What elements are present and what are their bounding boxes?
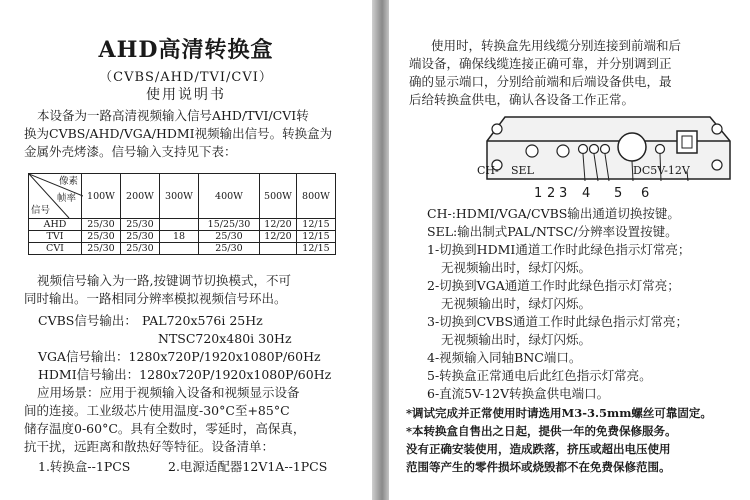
manual-heading: 使用说明书 (146, 87, 226, 103)
callout-number-6: 6 (641, 186, 650, 201)
item-2-description: 2-切换到VGA通道工作时此绿色指示灯常亮； (427, 278, 680, 293)
header-cell: 800W (297, 174, 336, 219)
item-4-description: 4-视频输入同轴BNC端口。 (427, 350, 582, 365)
bnc-port-icon (618, 133, 646, 161)
callout-number-5: 5 (614, 186, 623, 201)
hdmi-led-icon (579, 145, 588, 154)
header-cell: 100W (82, 174, 121, 219)
header-cell: 300W (160, 174, 199, 219)
item-2-detail: 无视频输出时，绿灯闪烁。 (441, 296, 592, 311)
document-subtitle: （CVBS/AHD/TVI/CVI） (99, 70, 273, 85)
table-row: AHD 25/30 25/30 15/25/30 12/20 12/15 (29, 219, 336, 231)
sel-button-icon (557, 145, 569, 157)
note-screw-fixing: *调试完成并正常使用时请选用M3-3.5mm螺丝可靠固定。 (406, 406, 712, 420)
table-corner-cell: 像素 帧率 信号 (29, 174, 82, 219)
page-gutter (372, 0, 389, 500)
item-1-detail: 无视频输出时，绿灯闪烁。 (441, 260, 592, 275)
ch-description: CH-:HDMI/VGA/CVBS输出通道切换按键。 (427, 206, 680, 221)
usage-paragraph: 使用时，转换盒先用线缆分别连接到前端和后 端设备，确保线缆连接正确可靠，并分别调到正 确的显示端口，分别给前端和后端设备供电，最 后给转换盒供电，确认各设备工作正常。 (409, 38, 682, 107)
note-warranty: *本转换盒自售出之日起，提供一年的免费保修服务。 (406, 424, 677, 438)
vga-led-icon (590, 145, 599, 154)
sel-description: SEL:输出制式PAL/NTSC/分辨率设置按键。 (427, 224, 678, 239)
panel-dc-label: DC5V-12V (633, 164, 690, 177)
signal-support-table (28, 173, 336, 255)
table-row: CVI 25/30 25/30 25/30 12/15 (29, 243, 336, 255)
input-description: 视频信号输入为一路,按键调节切换模式，不可 同时输出。一路相同分辨率模拟视频信号环出。 (24, 273, 291, 306)
intro-paragraph: 本设备为一路高清视频输入信号AHD/TVI/CVI转 换为CVBS/AHD/VGA/HDMI视频输出信号。转换盒为 金属外壳烤漆。信号输入支持见下表： (24, 108, 333, 159)
item-5-description: 5-转换盒正常通电后此红色指示灯常亮。 (427, 368, 652, 383)
application-paragraph: 应用场景：应用于视频输入设备和视频显示设备 间的连接。工业级芯片使用温度-30°C至+85°C 储存温度0-60°C。具有全数时，零延时，高保真， 抗干扰，远距离和散热好等特征。设备清单： (24, 385, 306, 454)
header-cell: 400W (199, 174, 260, 219)
ch-button-icon (526, 145, 538, 157)
item-1-description: 1-切换到HDMI通道工作时此绿色指示灯常亮； (427, 242, 691, 257)
panel-ch-label: CH- (477, 164, 499, 177)
left-page (0, 0, 372, 500)
cvbs-output-label: CVBS信号输出： (38, 313, 137, 328)
vga-output-line: VGA信号输出：1280x720P/1920x1080P/60Hz (38, 349, 321, 364)
cvbs-pal-value: PAL720x576i 25Hz (142, 313, 263, 328)
list-item-adapter: 2.电源适配器12V1A--1PCS (168, 459, 328, 474)
table-row: TVI 25/30 25/30 18 25/30 12/20 12/15 (29, 231, 336, 243)
item-3-detail: 无视频输出时，绿灯闪烁。 (441, 332, 592, 347)
panel-sel-label: SEL (511, 164, 534, 177)
document-title: AHD高清转换盒 (98, 37, 274, 63)
note-exclusion-2: 范围等产生的零件损坏或烧毁都不在免费保修范围。 (406, 460, 671, 474)
callout-number-3: 3 (559, 186, 568, 201)
note-exclusion-1: 没有正确安装使用，造成跌落，挤压或超出电压使用 (406, 442, 671, 456)
item-3-description: 3-切换到CVBS通道工作时此绿色指示灯常亮； (427, 314, 689, 329)
callout-number-1: 1 (534, 186, 543, 201)
hdmi-output-line: HDMI信号输出：1280x720P/1920x1080P/60Hz (38, 367, 332, 382)
cvbs-led-icon (601, 145, 610, 154)
list-item-converter: 1.转换盒--1PCS (38, 459, 131, 474)
cvbs-ntsc-value: NTSC720x480i 30Hz (158, 331, 292, 346)
header-cell: 500W (260, 174, 297, 219)
callout-number-2: 2 (547, 186, 556, 201)
item-6-description: 6-直流5V-12V转换盒供电端口。 (427, 386, 610, 401)
callout-number-4: 4 (582, 186, 591, 201)
header-cell: 200W (121, 174, 160, 219)
power-led-icon (656, 145, 665, 154)
